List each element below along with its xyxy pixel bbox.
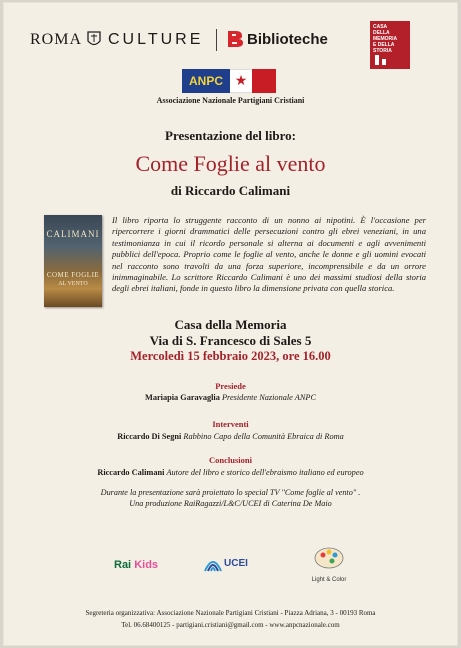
role-heading: Interventi (212, 419, 249, 429)
screening-note-line: Una produzione RaiRagazzi/L&C/UCEI di Caterina De Maio (129, 499, 332, 508)
casa-logo-mark (382, 59, 386, 65)
role-heading: Presiede (215, 381, 246, 391)
role-line (4, 468, 457, 477)
ucei-logo-text: UCEI (224, 558, 248, 569)
speaker-name: Riccardo Calimani (97, 468, 165, 477)
casa-logo-mark (375, 55, 379, 65)
association-name: Associazione Nazionale Partigiani Cristiani (156, 96, 305, 105)
star-icon: ★ (230, 69, 252, 93)
anpc-logo (182, 69, 276, 93)
book-cover-author: CALIMANI (46, 229, 100, 239)
venue-name: Casa della Memoria (174, 317, 287, 332)
casa-logo-line: STORIA (373, 48, 392, 54)
role-line (4, 393, 457, 402)
casa-logo-line: CASA (373, 24, 388, 30)
rai-logo-text: Rai (114, 559, 132, 571)
palette-icon (304, 543, 354, 573)
organizer-contacts: Tel. 06.68400125 - partigiani.cristiani@gmail.com - www.anpcnazionale.com (121, 621, 340, 629)
light-and-color-logo (304, 543, 354, 583)
screening-note (4, 487, 457, 509)
rai-kids-logo (114, 559, 158, 571)
casa-logo-line: E DELLA (373, 42, 395, 48)
kids-logo-text: Kids (134, 559, 159, 571)
screening-note-line: Durante la presentazione sarà proiettato lo special TV "Come foglie al vento" . (100, 488, 361, 497)
anpc-logo-text: ANPC (182, 69, 230, 93)
book-cover-image (44, 215, 102, 307)
event-datetime: Mercoledì 15 febbraio 2023, ore 16.00 (130, 349, 331, 363)
ucei-logo (202, 551, 266, 579)
book-title: Come Foglie al vento (135, 151, 326, 176)
venue-block (4, 317, 457, 349)
event-intro: Presentazione del libro: (165, 128, 296, 143)
speaker-name: Mariapia Garavaglia (144, 393, 220, 402)
organizer-info: Segreteria organizzativa: Associazione Nazionale Partigiani Cristiani - Piazza Adriana, 3 - 00193 Roma (85, 609, 376, 617)
casa-della-memoria-logo (370, 21, 410, 69)
speaker-detail: Autore del libro e storico dell'ebraismo italiano ed europeo (166, 468, 364, 477)
casa-logo-line: DELLA (373, 30, 390, 36)
flag-red-band (252, 69, 276, 93)
speaker-name: Riccardo Di Segni (117, 432, 182, 441)
book-cover-subtitle: AL VENTO (58, 281, 88, 287)
speaker-detail: Presidente Nazionale ANPC (221, 393, 316, 402)
role-line (4, 432, 457, 441)
speaker-detail: Rabbino Capo della Comunità Ebraica di Roma (183, 432, 344, 441)
roma-seal-icon (86, 29, 102, 49)
book-description: Il libro riporta lo struggente racconto di un nonno ai nipotini. È l'occasione per ripercorrere i giorni drammatici delle persecuzioni contro gli ebrei veneziani, in una testimonianza in cui il ricordo personale si alterna ai documenti e agli avvenimenti pubblici dell'epoca. Proprio come le foglie al vento, anche le donne e gli uomini evocati nel racconto sono travolti da una forza superiore, incomprensibile e da un orrore inimmaginabile. Lo scrittore Riccardo Calimani è uno dei massimi studiosi della storia degli ebrei italiani, fonde in questo libro la dimensione privata con quella storica. (112, 215, 426, 294)
biblioteche-logo-text: Biblioteche (247, 31, 328, 48)
light-and-color-text: Light & Color (311, 577, 347, 583)
roma-logo-text: ROMA (30, 31, 83, 48)
biblioteche-icon (226, 29, 244, 49)
casa-logo-line: MEMORIA (373, 36, 398, 42)
role-heading: Conclusioni (209, 455, 252, 465)
header-divider (216, 29, 217, 51)
event-poster (4, 3, 457, 645)
ucei-swirl-icon (202, 551, 224, 577)
book-author-line: di Riccardo Calimani (170, 183, 291, 198)
venue-address: Via di S. Francesco di Sales 5 (149, 333, 312, 348)
culture-logo-text: CULTURE (108, 31, 204, 48)
partner-header (4, 21, 457, 61)
book-cover-title: COME FOGLIE (46, 271, 100, 279)
